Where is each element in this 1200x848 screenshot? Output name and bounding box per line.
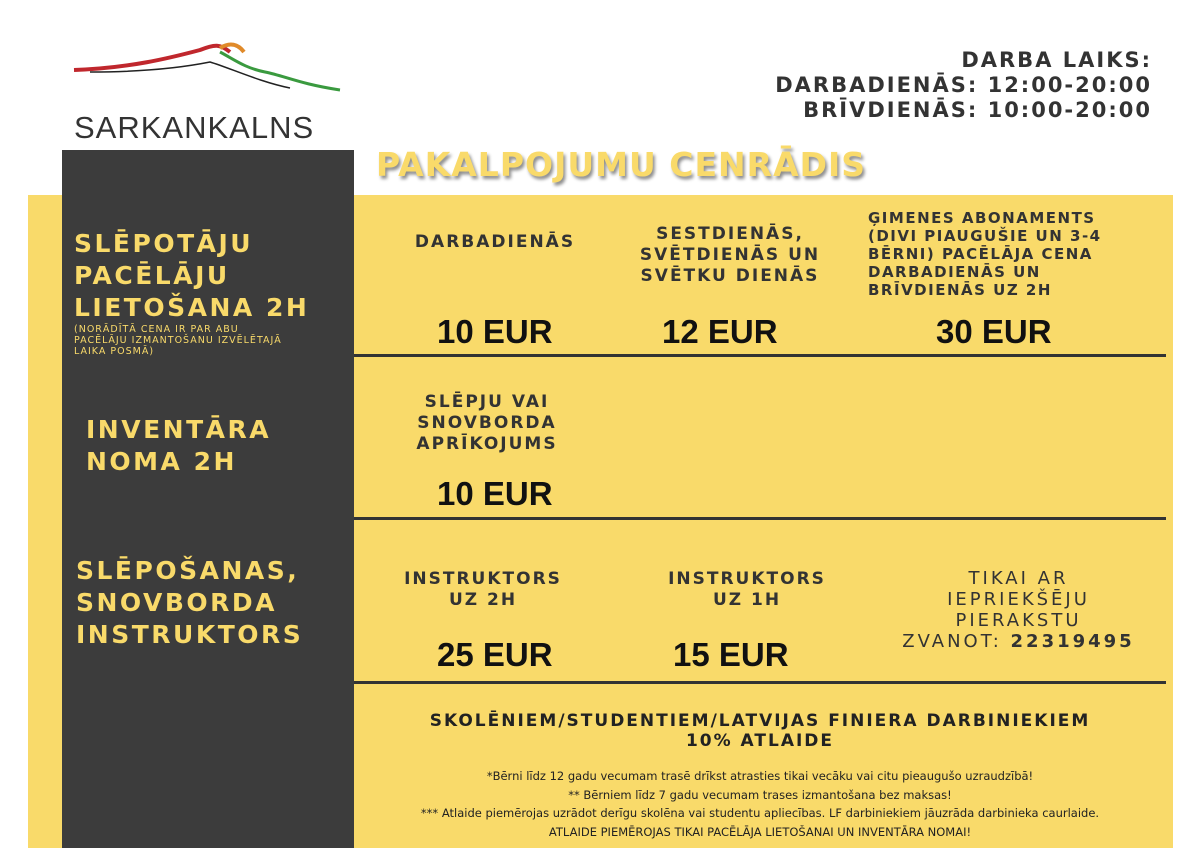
instructor-booking-info <box>886 568 1151 652</box>
instructor-label <box>76 555 303 651</box>
header-line: BRĪVDIENĀS UZ 2H <box>868 281 1052 299</box>
rental-label-line: INVENTĀRA <box>86 415 272 444</box>
instructor-1h-header <box>622 569 872 611</box>
discount-line: SKOLĒNIEM/STUDENTIEM/LATVIJAS FINIERA DARBINIEKIEM <box>429 711 1091 731</box>
discount-banner <box>354 711 1166 751</box>
header-line: SLĒPJU VAI <box>424 392 550 412</box>
lift-weekday-header: DARBADIENĀS <box>414 232 576 252</box>
header-line: INSTRUKTORS <box>668 569 826 589</box>
phone-number[interactable]: 22319495 <box>1010 631 1135 652</box>
instructor-label-line: SNOVBORDA <box>76 588 278 617</box>
header-line: ĢIMENES ABONAMENTS <box>868 209 1096 227</box>
logo-text: SARKANKALNS <box>74 110 315 145</box>
instructor-label-line: SLĒPOŠANAS, <box>76 556 300 585</box>
lift-weekday-price: 10 EUR <box>437 313 553 350</box>
booking-line: TIKAI AR <box>968 568 1069 589</box>
header-line: BĒRNI) PACĒLĀJA CENA <box>868 245 1093 263</box>
booking-line: PIERAKSTU <box>955 610 1082 631</box>
header-line: SVĒTKU DIENĀS <box>640 266 820 286</box>
footnote: *** Atlaide piemērojas uzrādot derīgu skolēna vai studentu apliecības. LF darbiniekiem jāuzrāda darbinieka caurlaide. <box>420 806 1100 820</box>
page-title: PAKALPOJUMU CENRĀDIS <box>376 145 867 184</box>
footnotes <box>354 767 1166 841</box>
row-divider <box>354 517 1166 520</box>
lift-note <box>74 324 282 357</box>
discount-line: 10% ATLAIDE <box>685 731 835 751</box>
instructor-1h-price: 15 EUR <box>673 636 789 673</box>
instructor-2h-header <box>358 569 608 611</box>
header-line: INSTRUKTORS <box>404 569 562 589</box>
hours-weekdays: DARBADIENĀS: 12:00-20:00 <box>775 73 1152 97</box>
lift-label-line: LIETOŠANA 2H <box>74 293 310 322</box>
rental-equipment-header <box>362 392 612 455</box>
row-divider <box>354 354 1166 357</box>
lift-weekend-price: 12 EUR <box>662 313 778 350</box>
hours-weekends: BRĪVDIENĀS: 10:00-20:00 <box>803 98 1152 122</box>
lift-family-header <box>868 209 1102 299</box>
booking-line: IEPRIEKŠĒJU <box>947 589 1090 610</box>
footnote: ATLAIDE PIEMĒROJAS TIKAI PACĒLĀJA LIETOŠANAI UN INVENTĀRA NOMAI! <box>548 824 972 839</box>
footnote: *Bērni līdz 12 gadu vecumam trasē drīkst atrasties tikai vecāku vai citu pieaugušo uzraudzībā! <box>486 769 1034 783</box>
instructor-2h-price: 25 EUR <box>437 636 553 673</box>
lift-note-line: PACĒLĀJU IZMANTOŠANU IZVĒLĒTAJĀ <box>74 335 282 346</box>
header-line: SESTDIENĀS, <box>656 224 804 244</box>
working-hours <box>775 48 1152 123</box>
phone-label: ZVANOT: <box>902 631 1011 652</box>
lift-note-line: LAIKA POSMĀ) <box>74 346 155 357</box>
hours-heading: DARBA LAIKS: <box>961 48 1152 72</box>
lift-family-price: 30 EUR <box>936 313 1052 350</box>
lift-weekend-header <box>605 224 855 287</box>
lift-note-line: (NORĀDĪTĀ CENA IR PAR ABU <box>74 324 239 335</box>
lift-label-line: PACĒLĀJU <box>74 261 230 290</box>
rental-label <box>86 414 271 478</box>
booking-phone-line <box>886 631 1151 652</box>
lift-label <box>74 228 309 324</box>
header-line: UZ 1H <box>712 590 782 610</box>
instructor-label-line: INSTRUKTORS <box>76 620 304 649</box>
header-line: SVĒTDIENĀS UN <box>639 245 821 265</box>
rental-label-line: NOMA 2H <box>86 447 237 476</box>
header-line: SNOVBORDA <box>417 413 557 433</box>
logo-mountain-icon <box>70 38 350 100</box>
header-line: (DIVI PIAUGUŠIE UN 3-4 <box>868 227 1102 245</box>
lift-label-line: SLĒPOTĀJU <box>74 229 254 258</box>
row-divider <box>354 681 1166 684</box>
rental-price: 10 EUR <box>437 475 553 512</box>
header-line: APRĪKOJUMS <box>416 434 558 454</box>
header-line: DARBADIENĀS UN <box>868 263 1041 281</box>
footnote: ** Bērniem līdz 7 gadu vecumam trases izmantošana bez maksas! <box>568 787 952 802</box>
header-line: UZ 2H <box>448 590 518 610</box>
